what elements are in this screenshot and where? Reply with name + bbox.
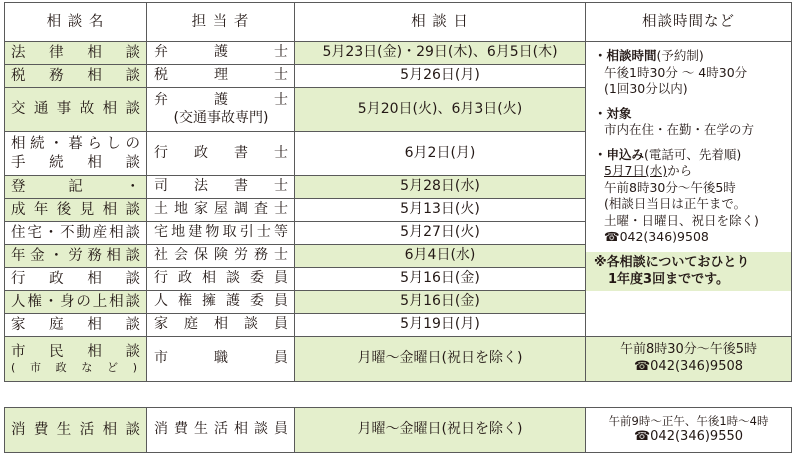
row-staff: 弁護士 <box>154 92 288 108</box>
row-date: 5月16日(金) <box>295 268 586 291</box>
row-name-sub: 手続相談 <box>11 154 140 171</box>
apply-note: (電話可、先着順) <box>644 146 742 162</box>
limit-line1: ※各相談についておひとり <box>594 254 750 270</box>
row-name: 住宅・不動産相談 <box>5 222 147 245</box>
target-label: ・対象 <box>594 105 632 121</box>
row-date: 5月27日(火) <box>295 222 586 245</box>
row-date: 月曜～金曜日(祝日を除く) <box>295 337 586 382</box>
row-staff: 弁護士 <box>147 42 295 65</box>
row-name: 市民相談 <box>11 344 140 361</box>
citizen-phone: ☎042(346)9508 <box>633 359 744 374</box>
citizen-hours: 午前8時30分～午後5時 <box>619 342 758 358</box>
apply-label: ・申込み <box>594 146 645 162</box>
row-date: 5月28日(水) <box>295 176 586 199</box>
row-date: 5月20日(火)、6月3日(火) <box>295 88 586 132</box>
apply-cond2: 土曜・日曜日、祝日を除く) <box>604 212 759 228</box>
row-date: 5月23日(金)・29日(木)、6月5日(木) <box>295 42 586 65</box>
row-date: 5月16日(金) <box>295 291 586 314</box>
header-name: 相 談 名 <box>5 3 147 42</box>
consumer-phone: ☎042(346)9550 <box>633 429 744 445</box>
row-name: 年金・労務相談 <box>5 245 147 268</box>
header-row <box>5 3 792 42</box>
consumer-hours: 午前9時～正午、午後1時～4時 <box>608 414 769 429</box>
row-name: 成年後見相談 <box>5 199 147 222</box>
consumer-name: 消費生活相談 <box>5 408 147 453</box>
row-staff-sub: (交通事故専門) <box>173 109 269 126</box>
header-info: 相談時間など <box>586 3 792 42</box>
apply-from: から <box>667 163 693 178</box>
row-name: 登記・ <box>5 176 147 199</box>
row-name: 交通事故相談 <box>5 88 147 132</box>
row-name-sub: (市政など) <box>11 361 140 375</box>
row-name: 法律相談 <box>5 42 147 65</box>
row-date: 6月2日(月) <box>295 132 586 176</box>
header-staff: 担 当 者 <box>147 3 295 42</box>
row-name-cell <box>5 132 147 176</box>
consumer-table <box>4 407 792 453</box>
consumer-date: 月曜～金曜日(祝日を除く) <box>295 408 586 453</box>
consumer-row <box>5 408 792 453</box>
row-staff: 行政書士 <box>147 132 295 176</box>
table-row <box>5 337 792 382</box>
row-name: 相続・暮らしの <box>11 136 140 153</box>
row-date: 5月19日(月) <box>295 314 586 337</box>
time-line2: (1回30分以内) <box>604 81 688 96</box>
header-date: 相 談 日 <box>295 3 586 42</box>
consumer-staff: 消費生活相談員 <box>147 408 295 453</box>
target-text: 市内在住・在勤・在学の方 <box>604 122 755 137</box>
limit-line2: 1年度3回までです。 <box>608 272 730 288</box>
row-staff: 市職員 <box>147 337 295 382</box>
row-date: 6月4日(水) <box>295 245 586 268</box>
limit-note <box>586 252 791 291</box>
row-staff-cell <box>147 88 295 132</box>
apply-date: 5月7日(水) <box>604 163 668 178</box>
citizen-info <box>586 337 792 382</box>
apply-hours: 午前8時30分～午後5時 <box>604 179 736 195</box>
row-staff: 税理士 <box>147 65 295 88</box>
row-date: 5月26日(月) <box>295 65 586 88</box>
row-staff: 土地家屋調査士 <box>147 199 295 222</box>
time-label: ・相談時間 <box>594 48 657 63</box>
row-staff: 宅地建物取引士等 <box>147 222 295 245</box>
row-name: 行政相談 <box>5 268 147 291</box>
row-staff: 司法書士 <box>147 176 295 199</box>
info-phone: ☎042(346)9508 <box>604 229 709 244</box>
consumer-info <box>586 408 792 453</box>
row-name: 家庭相談 <box>5 314 147 337</box>
row-staff: 社会保険労務士 <box>147 245 295 268</box>
row-name: 人権・身の上相談 <box>5 291 147 314</box>
table-row <box>5 42 792 65</box>
row-staff: 家庭相談員 <box>147 314 295 337</box>
apply-cond1: (相談日当日は正午まで。 <box>604 196 747 211</box>
row-staff: 人権擁護委員 <box>147 291 295 314</box>
info-cell <box>586 42 792 337</box>
time-line1: 午後1時30分 ～ 4時30分 <box>604 64 748 80</box>
row-staff: 行政相談委員 <box>147 268 295 291</box>
row-name-cell <box>5 337 147 382</box>
row-name: 税務相談 <box>5 65 147 88</box>
time-note: (予約制) <box>656 48 704 63</box>
row-date: 5月13日(火) <box>295 199 586 222</box>
consultation-table <box>4 2 792 382</box>
